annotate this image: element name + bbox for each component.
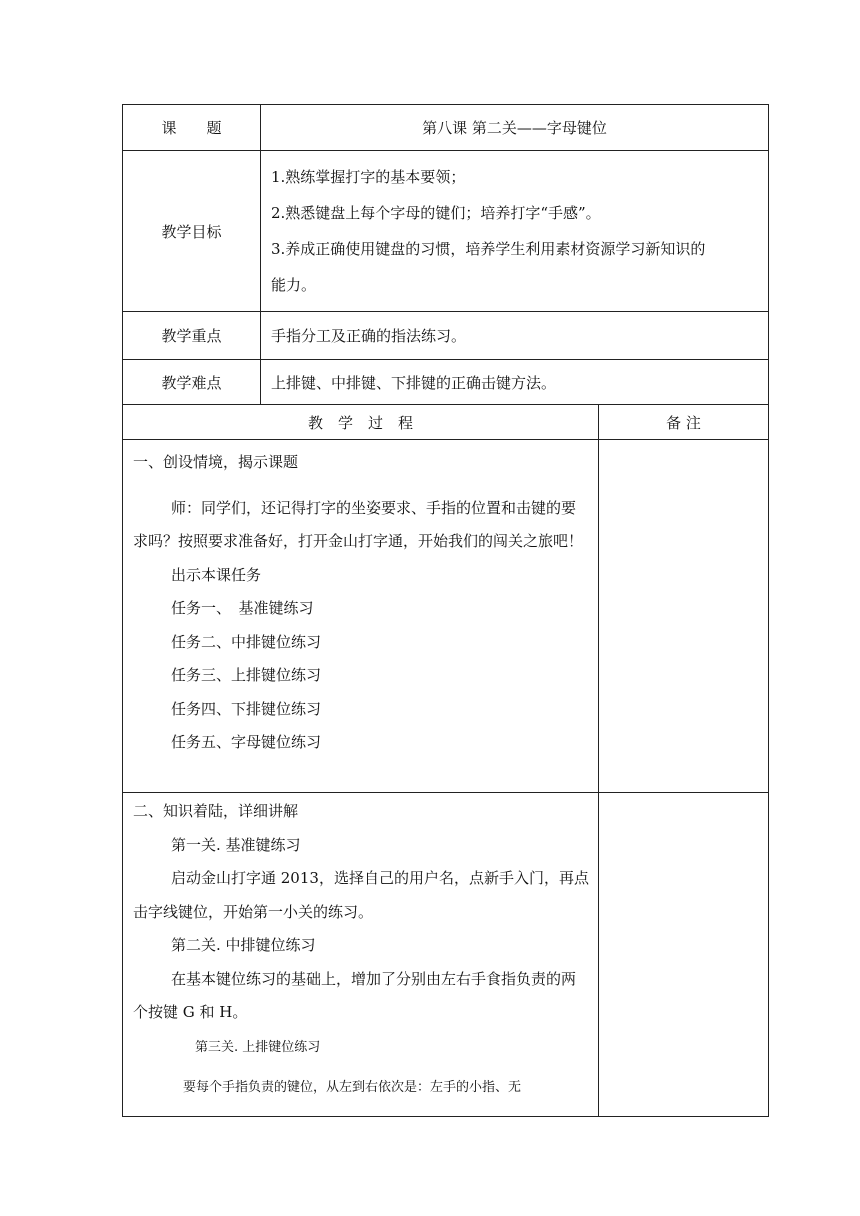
level2-title: 第二关. 中排键位练习	[171, 936, 316, 954]
goal-item: 2.熟悉键盘上每个字母的键们；培养打字“手感”。	[271, 204, 601, 222]
key-points-value: 手指分工及正确的指法练习。	[261, 312, 769, 360]
lesson-plan-table	[122, 104, 769, 1117]
task-item: 任务一、 基准键练习	[171, 599, 314, 617]
goal-item: 能力。	[271, 276, 317, 294]
level1-title: 第一关. 基准键练习	[171, 835, 301, 854]
level3-text: 要每个手指负责的键位，从左到右依次是：左手的小指、无	[183, 1079, 522, 1095]
section2-heading: 二、知识着陆，详细讲解	[133, 802, 299, 820]
level3-title: 第三关. 上排键位练习	[195, 1039, 321, 1055]
topic-row	[123, 105, 769, 151]
task-item: 任务三、上排键位练习	[171, 666, 322, 684]
section1-notes	[599, 440, 769, 793]
section2-content	[123, 793, 599, 1117]
process-header-row	[123, 405, 769, 440]
difficulties-label: 教学难点	[123, 360, 261, 405]
key-points-label: 教学重点	[123, 312, 261, 360]
section1-content	[123, 440, 599, 793]
task-item: 任务四、下排键位练习	[171, 699, 322, 718]
tasks-intro: 出示本课任务	[171, 565, 262, 584]
goals-label: 教学目标	[123, 151, 261, 312]
section2-row	[123, 793, 769, 1117]
key-points-row	[123, 312, 769, 360]
task-item: 任务五、字母键位练习	[171, 733, 322, 751]
difficulties-value: 上排键、中排键、下排键的正确击键方法。	[261, 360, 769, 405]
goals-row	[123, 151, 769, 312]
lesson-plan-sheet	[122, 104, 768, 1117]
task-item: 任务二、中排键位练习	[171, 632, 322, 651]
goal-item: 3.养成正确使用键盘的习惯，培养学生利用素材资源学习新知识的	[271, 240, 706, 258]
difficulties-row	[123, 360, 769, 405]
section2-notes	[599, 793, 769, 1117]
process-header: 教 学 过 程	[123, 405, 599, 440]
level1-text: 启动金山打字通 2013，选择自己的用户名，点新手入门，再点击字线键位，开始第一小关的练习。	[133, 869, 589, 921]
goals-content	[261, 151, 769, 312]
section1-heading: 一、创设情境，揭示课题	[133, 453, 299, 471]
goal-item: 1.熟练掌握打字的基本要领；	[271, 168, 466, 186]
level2-text: 在基本键位练习的基础上，增加了分别由左右手食指负责的两个按键 G 和 H。	[133, 969, 577, 1021]
topic-value: 第八课 第二关——字母键位	[261, 105, 769, 151]
notes-header: 备 注	[599, 405, 769, 440]
section1-row	[123, 440, 769, 793]
teacher-paragraph: 师：同学们，还记得打字的坐姿要求、手指的位置和击键的要求吗？按照要求准备好，打开金山打字通，开始我们的闯关之旅吧！	[133, 498, 584, 550]
topic-label: 课 题	[123, 105, 261, 151]
